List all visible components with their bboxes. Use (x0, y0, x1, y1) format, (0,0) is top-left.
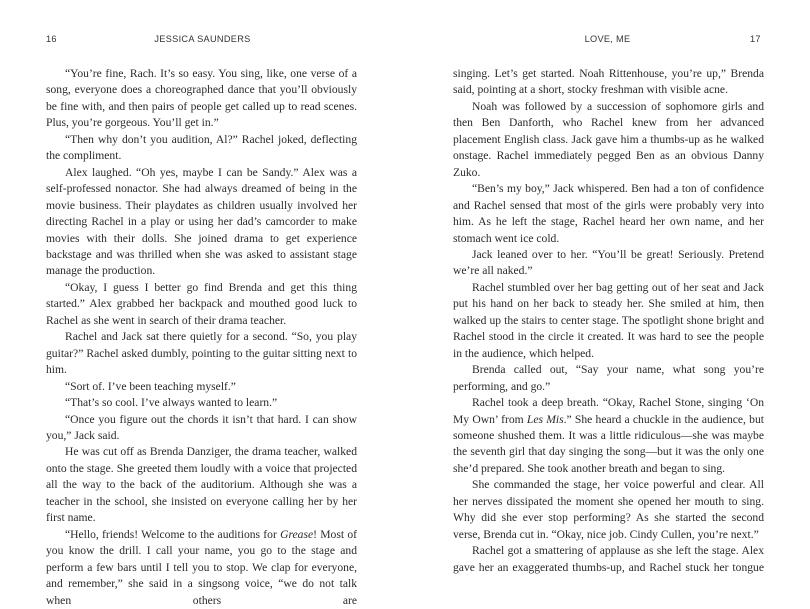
paragraph: “Sort of. I’ve been teaching myself.” (65, 379, 236, 393)
paragraph (453, 395, 764, 477)
paragraph: “Then why don’t you audition, Al?” Rachel joked, deflecting the compliment. (46, 132, 357, 163)
running-head-title: LOVE, ME (584, 34, 631, 44)
paragraph: Alex laughed. “Oh yes, maybe I can be Sandy.” Alex was a self-professed nonactor. She had always dreamed of being in the movie business. Their playdates as children usually involved her directing Rachel in a play or using her dad’s camcorder to make movies with their dolls. She joined drama to get experience backstage and was thrilled when she was asked to assistant stage manage the production. (46, 165, 357, 278)
paragraph: Brenda called out, “Say your name, what song you’re performing, and go.” (453, 363, 764, 393)
page-number: 17 (750, 34, 761, 44)
paragraph: “Okay, I guess I better go find Brenda and get this thing started.” Alex grabbed her backpack and mouthed good luck to Rachel as she went in search of their drama teacher. (46, 280, 357, 327)
paragraph: Jack leaned over to her. “You’ll be great! Seriously. Pretend we’re all naked.” (453, 247, 764, 278)
paragraph: She commanded the stage, her voice powerful and clear. All her nerves dissipated the moment she opened her mouth to sing. Why did she ever stop performing? As she started the second verse, Brenda cut in. “Okay, nice job. Cindy Cullen, you’re next.” (453, 478, 764, 541)
text-run: Rachel took a deep breath. “Okay, Rachel Stone, singing ‘On My Own’ from (453, 396, 764, 426)
musical-title-italic: Les Mis (526, 412, 564, 426)
paragraph: “You’re fine, Rach. It’s so easy. You sing, like, one verse of a song, everyone does a choreographed dance that you’ll obviously be fine with, and then pairs of people get called up to read scenes. Plus, you’re gorgeous. You’ll get in.” (46, 67, 357, 130)
body-text (453, 66, 764, 576)
paragraph: singing. Let’s get started. Noah Rittenhouse, you’re up,” Brenda said, pointing at a short, stocky freshman with visible acne. (453, 67, 764, 97)
left-page (0, 0, 405, 608)
body-text (46, 66, 357, 609)
paragraph: Rachel got a smattering of applause as she left the stage. Alex gave her an exaggerated thumbs-up, and Rachel stuck her tongue (453, 544, 764, 574)
page-number: 16 (46, 34, 57, 44)
book-title-italic: Grease (280, 527, 314, 541)
paragraph: Rachel stumbled over her bag getting out of her seat and Jack put his hand on her back to steady her. She smiled at him, then walked up the stairs to center stage. The spotlight shone bright and Rachel stood in the circle it created. It was hard to see the people in the audience, which helped. (453, 280, 764, 360)
text-run: ! Most of you know the drill. I call your name, you go to the stage and perform a few bars until I tell you to stop. We clap for everyone, and remember,” she said in a singsong voice, “we do not talk when others are (46, 527, 357, 607)
text-run: “Hello, friends! Welcome to the auditions for (65, 527, 281, 541)
running-head-author: JESSICA SAUNDERS (154, 34, 251, 44)
right-page (405, 0, 810, 608)
paragraph: “Ben’s my boy,” Jack whispered. Ben had a ton of confidence and Rachel sensed that most of the girls were probably very into him. As he left the stage, Rachel heard her own name, and her stomach went ice cold. (453, 182, 764, 245)
text-run: .” She heard a chuckle in the audience, but someone shushed them. It was a little ridiculous—she was maybe the seventh girl that day singing the song—but it was the only one she’d prepared. She took another breath and began to sing. (453, 412, 764, 475)
paragraph: Noah was followed by a succession of sophomore girls and then Ben Danforth, who Rachel knew from her advanced placement English class. Jack gave him a thumbs-up as he walked onstage. Rachel immediately pegged Ben as an obvious Danny Zuko. (453, 99, 764, 179)
paragraph: Rachel and Jack sat there quietly for a second. “So, you play guitar?” Rachel asked dumbly, pointing to the guitar sitting next to him. (46, 330, 357, 377)
paragraph (46, 527, 357, 609)
paragraph: “Once you figure out the chords it isn’t that hard. I can show you,” Jack said. (46, 412, 357, 442)
paragraph: He was cut off as Brenda Danziger, the drama teacher, walked onto the stage. She greeted them loudly with a voice that projected all the way to the back of the auditorium. Although she was a teacher in the school, she insisted on everyone calling her by her first name. (46, 445, 357, 525)
paragraph: “That’s so cool. I’ve always wanted to learn.” (65, 396, 278, 410)
